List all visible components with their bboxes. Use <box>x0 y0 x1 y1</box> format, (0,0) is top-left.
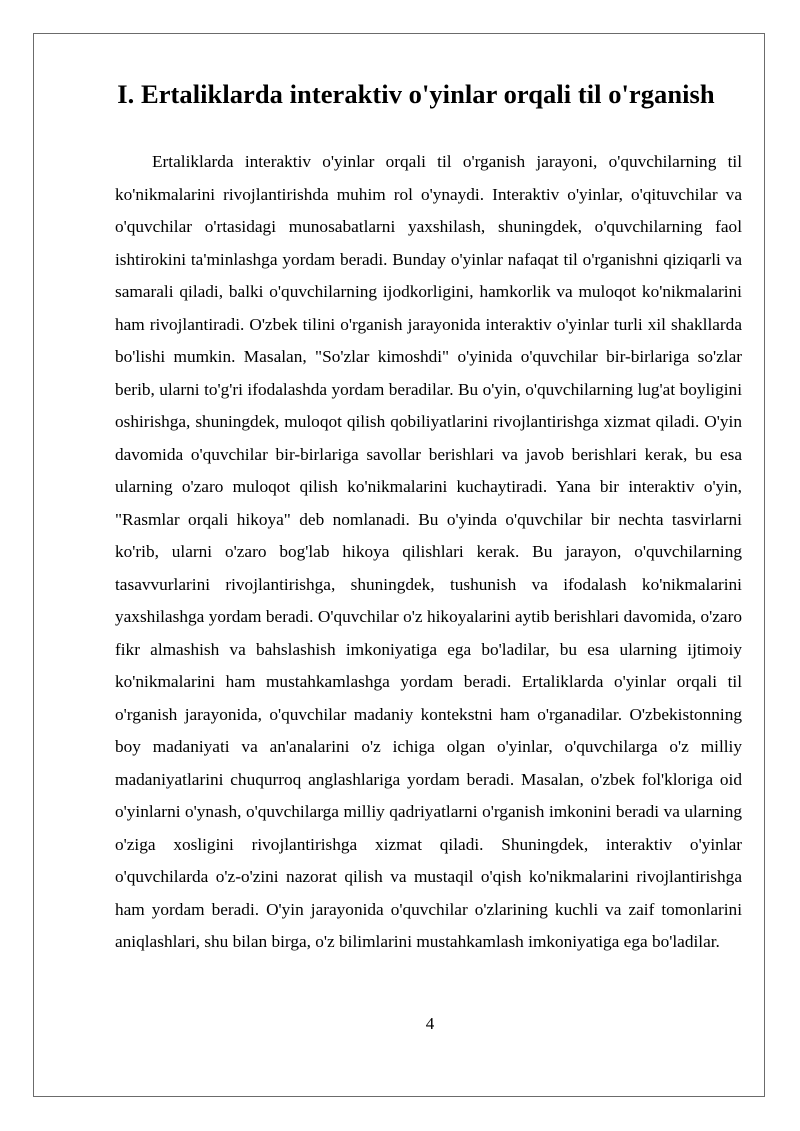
body-paragraph: Ertaliklarda interaktiv o'yinlar orqali til o'rganish jarayoni, o'quvchilarning til ko'nikmalarini rivojlantirishda muhim rol o'ynaydi. Interaktiv o'yinlar, o'qituvchilar va o'quvchilar o'rtasidagi munosabatlarni yaxshilash, shuningdek, o'quvchilarning faol ishtirokini ta'minlashga yordam beradi. Bunday o'yinlar nafaqat til o'rganishni qiziqarli va samarali qiladi, balki o'quvchilarning ijodkorligini, hamkorlik va muloqot ko'nikmalarini ham rivojlantiradi. O'zbek tilini o'rganish jarayonida interaktiv o'yinlar turli xil shakllarda bo'lishi mumkin. Masalan, "So'zlar kimoshdi" o'yinida o'quvchilar bir-birlariga so'zlar berib, ularni to'g'ri ifodalashda yordam beradilar. Bu o'yin, o'quvchilarning lug'at boyligini oshirishga, shuningdek, muloqot qilish qobiliyatlarini rivojlantirishga xizmat qiladi. O'yin davomida o'quvchilar bir-birlariga savollar berishlari va javob berishlari kerak, bu esa ularning o'zaro muloqot qilish ko'nikmalarini kuchaytiradi. Yana bir interaktiv o'yin, "Rasmlar orqali hikoya" deb nomlanadi. Bu o'yinda o'quvchilar bir nechta tasvirlarni ko'rib, ularni o'zaro bog'lab hikoya qilishlari kerak. Bu jarayon, o'quvchilarning tasavvurlarini rivojlantirishga, shuningdek, tushunish va ifodalash ko'nikmalarini yaxshilashga yordam beradi. O'quvchilar o'z hikoyalarini aytib berishlari davomida, o'zaro fikr almashish va bahslashish imkoniyatiga ega bo'ladilar, bu esa ularning ijtimoiy ko'nikmalarini ham mustahkamlashga yordam beradi. Ertaliklarda o'yinlar orqali til o'rganish jarayonida, o'quvchilar madaniy kontekstni ham o'rganadilar. O'zbekistonning boy madaniyati va an'analarini o'z ichiga olgan o'yinlar, o'quvchilarga o'z milliy madaniyatlarini chuqurroq anglashlariga yordam beradi. Masalan, o'zbek fol'kloriga oid o'yinlarni o'ynash, o'quvchilarga milliy qadriyatlarni o'rganish imkonini beradi va ularning o'ziga xosligini rivojlantirishga xizmat qiladi. Shuningdek, interaktiv o'yinlar o'quvchilarda o'z-o'zini nazorat qilish va mustaqil o'qish ko'nikmalarini rivojlantirishga ham yordam beradi. O'yin jarayonida o'quvchilar o'zlarining kuchli va zaif tomonlarini aniqlashlari, shu bilan birga, o'z bilimlarini mustahkamlash imkoniyatiga ega bo'ladilar. <box>115 152 742 951</box>
page-number: 4 <box>425 1014 435 1033</box>
section-title: I. Ertaliklarda interaktiv o'yinlar orqali til o'rganish <box>117 79 715 109</box>
